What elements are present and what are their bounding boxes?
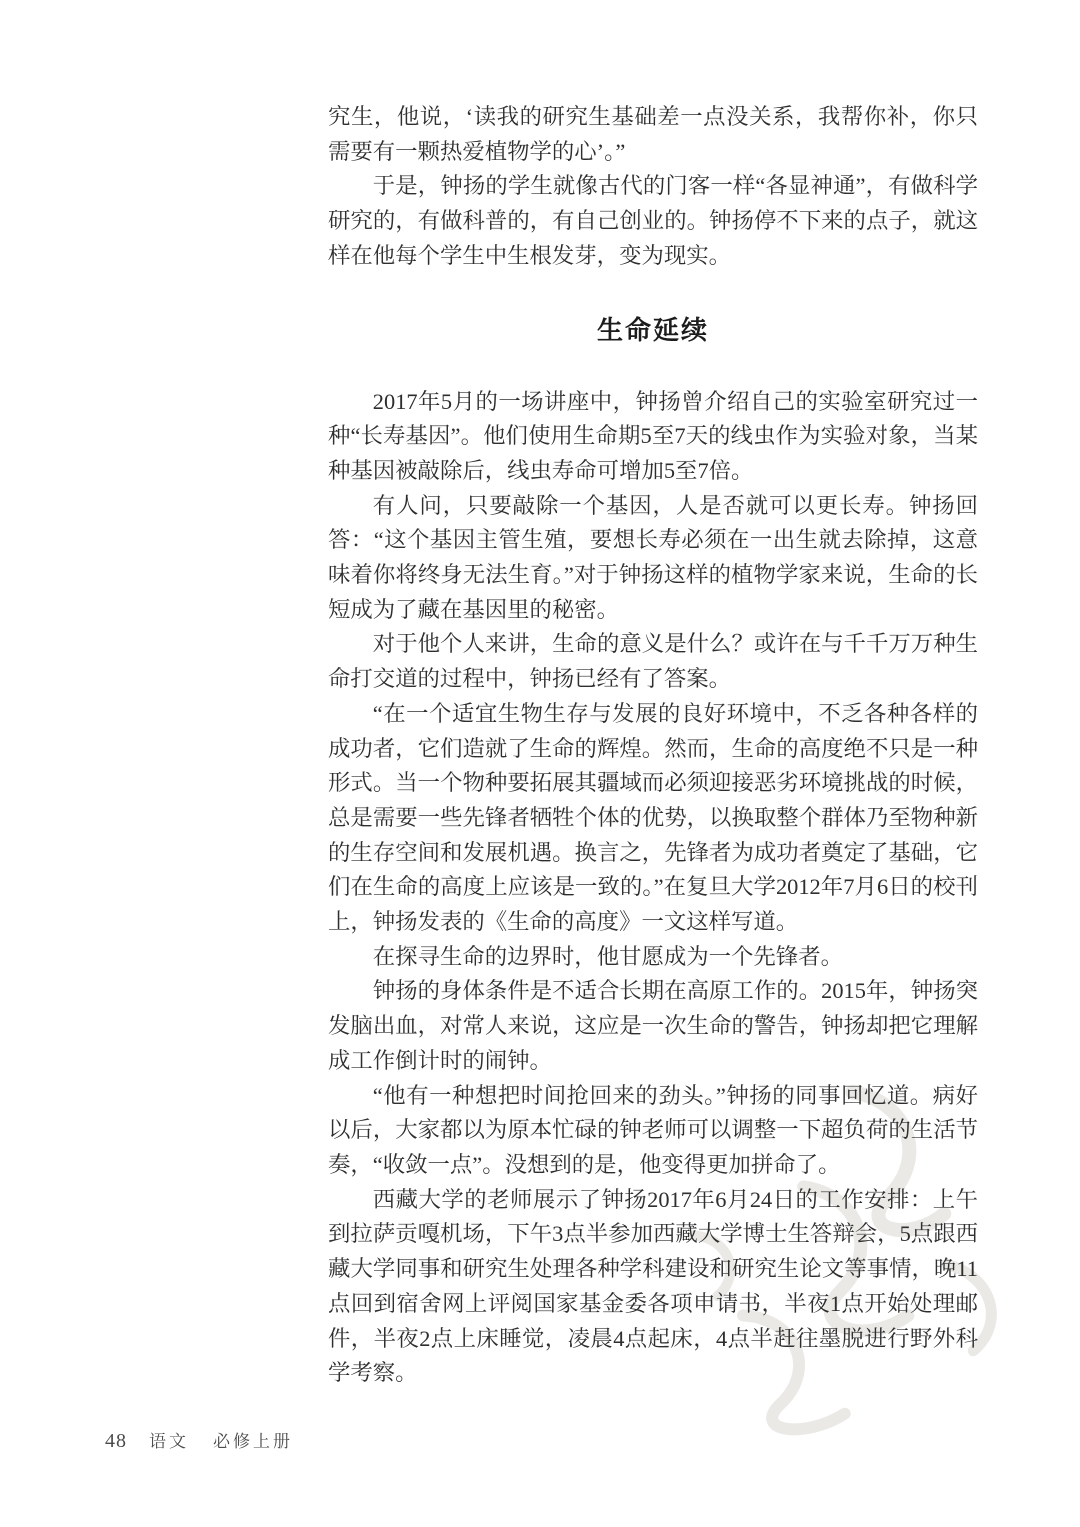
continuation-paragraphs xyxy=(328,100,978,274)
paragraph: “在一个适宜生物生存与发展的良好环境中，不乏各种各样的成功者，它们造就了生命的辉煌。然而，生命的高度绝不只是一种形式。当一个物种要拓展其疆域而必须迎接恶劣环境挑战的时候，总是需要一些先锋者牺牲个体的优势，以换取整个群体乃至物种新的生存空间和发展机遇。换言之，先锋者为成功者奠定了基础，它们在生命的高度上应该是一致的。”在复旦大学2012年7月6日的校刊上，钟扬发表的《生命的高度》一文这样写道。 xyxy=(328,700,978,935)
footer-book-label: 必修上册 xyxy=(213,1432,293,1451)
section-heading: 生命延续 xyxy=(596,314,709,345)
paragraph: 有人问，只要敲除一个基因，人是否就可以更长寿。钟扬回答：“这个基因主管生殖，要想长寿必须在一出生就去除掉，这意味着你将终身无法生育。”对于钟扬这样的植物学家来说，生命的长短成为了藏在基因里的秘密。 xyxy=(328,492,978,622)
page-number: 48 xyxy=(105,1430,127,1452)
paragraph: 西藏大学的老师展示了钟扬2017年6月24日的工作安排：上午到拉萨贡嘎机场，下午3点半参加西藏大学博士生答辩会，5点跟西藏大学同事和研究生处理各种学科建设和研究生论文等事情，晚11点回到宿舍网上评阅国家基金委各项申请书，半夜1点开始处理邮件，半夜2点上床睡觉，凌晨4点起床，4点半赶往墨脱进行野外科学考察。 xyxy=(328,1186,978,1386)
paragraph: 钟扬的身体条件是不适合长期在高原工作的。2015年，钟扬突发脑出血，对常人来说，这应是一次生命的警告，钟扬却把它理解成工作倒计时的闹钟。 xyxy=(328,978,978,1073)
paragraph: 在探寻生命的边界时，他甘愿成为一个先锋者。 xyxy=(372,943,843,969)
paragraph: 究生，他说，‘读我的研究生基础差一点没关系，我帮你补，你只需要有一颗热爱植物学的心’。” xyxy=(328,104,978,164)
page-footer xyxy=(105,1427,293,1453)
paragraph: “他有一种想把时间抢回来的劲头。”钟扬的同事回忆道。病好以后，大家都以为原本忙碌的钟老师可以调整一下超负荷的生活节奏，“收敛一点”。没想到的是，他变得更加拼命了。 xyxy=(328,1082,978,1177)
footer-course-label: 语文 xyxy=(149,1432,189,1451)
article-body xyxy=(328,100,978,1391)
paragraph: 于是，钟扬的学生就像古代的门客一样“各显神通”，有做科学研究的，有做科普的，有自己创业的。钟扬停不下来的点子，就这样在他每个学生中生根发芽，变为现实。 xyxy=(328,173,978,268)
paragraph: 2017年5月的一场讲座中，钟扬曾介绍自己的实验室研究过一种“长寿基因”。他们使用生命期5至7天的线虫作为实验对象，当某种基因被敲除后，线虫寿命可增加5至7倍。 xyxy=(328,388,978,483)
section-paragraphs xyxy=(328,385,978,1391)
paragraph: 对于他个人来讲，生命的意义是什么？或许在与千千万万种生命打交道的过程中，钟扬已经有了答案。 xyxy=(328,631,978,692)
